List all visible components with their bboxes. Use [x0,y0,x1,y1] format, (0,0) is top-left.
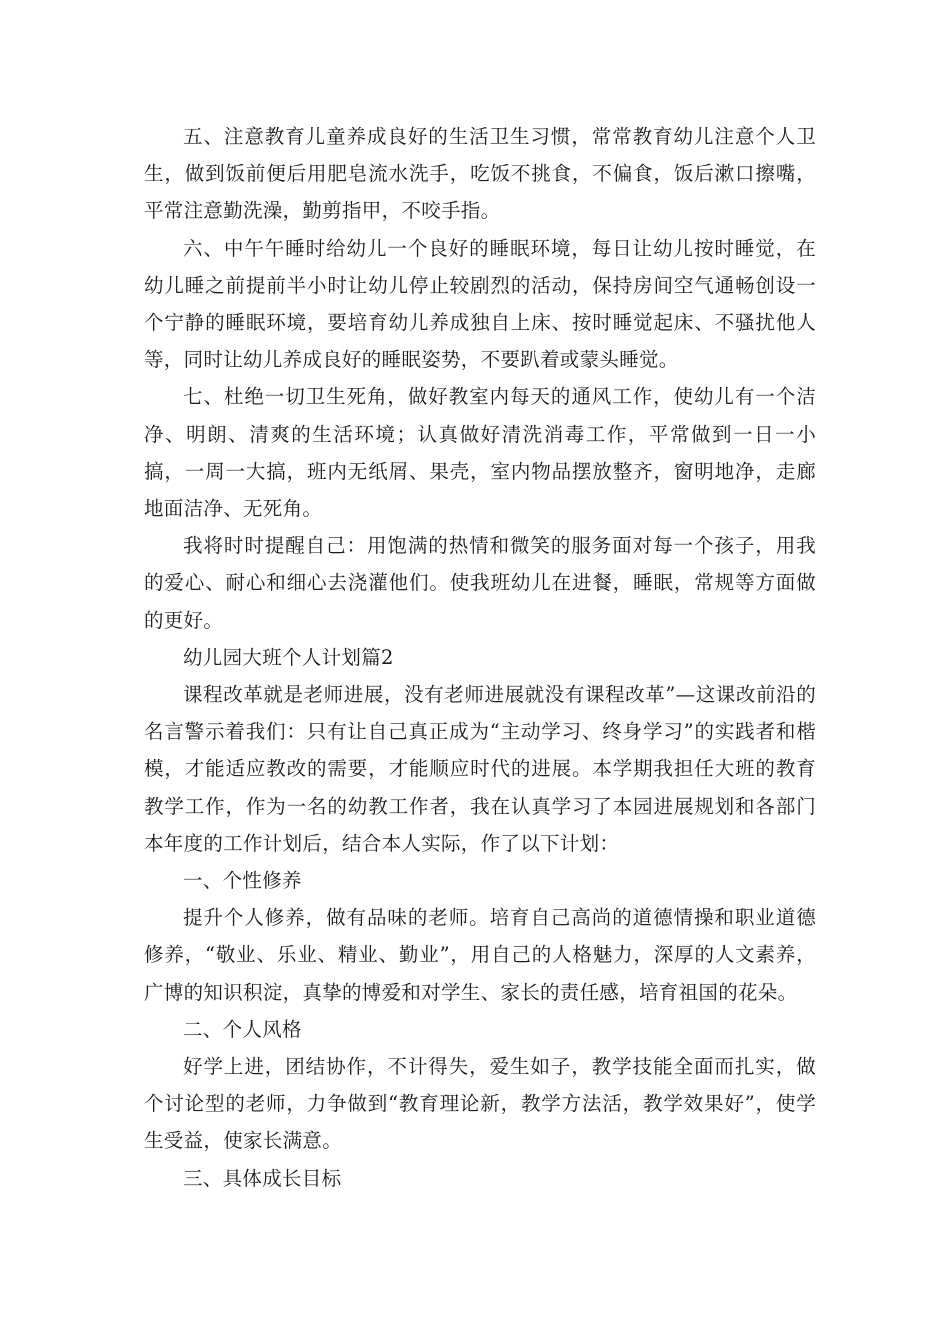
paragraph-cleaning: 七、杜绝一切卫生死角，做好教室内每天的通风工作，使幼儿有一个洁净、明朗、清爽的生活环境；认真做好清洗消毒工作，平常做到一日一小搞，一周一大搞，班内无纸屑、果壳，室内物品摆放整齐，窗明地净，走廊地面洁净、无死角。 [144,385,816,521]
heading-growth-goals: 三、具体成长目标 [183,1166,342,1190]
paragraph-reminder: 我将时时提醒自己：用饱满的热情和微笑的服务面对每一个孩子，用我的爱心、耐心和细心去浇灌他们。使我班幼儿在进餐，睡眠，常规等方面做的更好。 [144,534,816,632]
paragraph-hygiene-habits: 五、注意教育儿童养成良好的生活卫生习惯，常常教育幼儿注意个人卫生，做到饭前便后用肥皂流水洗手，吃饭不挑食，不偏食，饭后漱口擦嘴，平常注意勤洗澡，勤剪指甲，不咬手指。 [144,125,816,223]
document-body [144,118,816,1197]
paragraph-nap-environment: 六、中午午睡时给幼儿一个良好的睡眠环境，每日让幼儿按时睡觉，在幼儿睡之前提前半小时让幼儿停止较剧烈的活动，保持房间空气通畅创设一个宁静的睡眠环境，要培育幼儿养成独自上床、按时睡觉起床、不骚扰他人等，同时让幼儿养成良好的睡眠姿势，不要趴着或蒙头睡觉。 [144,236,816,372]
paragraph-personal-style: 好学上进，团结协作，不计得失，爱生如子，教学技能全面而扎实，做个讨论型的老师，力争做到“教育理论新，教学方法活，教学效果好”，使学生受益，使家长满意。 [144,1055,816,1153]
paragraph-personal-cultivation: 提升个人修养，做有品味的老师。培育自己高尚的道德情操和职业道德修养，“敬业、乐业、精业、勤业”，用自己的人格魅力，深厚的人文素养，广博的知识积淀，真挚的博爱和对学生、家长的责任感，培育祖国的花朵。 [144,906,816,1004]
paragraph-curriculum-reform: 课程改革就是老师进展，没有老师进展就没有课程改革”—这课改前沿的名言警示着我们：只有让自己真正成为“主动学习、终身学习”的实践者和楷模，才能适应教改的需要，才能顺应时代的进展。本学期我担任大班的教育教学工作，作为一名的幼教工作者，我在认真学习了本园进展规划和各部门本年度的工作计划后，结合本人实际，作了以下计划： [144,683,816,855]
heading-personal-style: 二、个人风格 [183,1017,302,1041]
heading-personal-cultivation: 一、个性修养 [183,869,302,893]
section-title-plan-2: 幼儿园大班个人计划篇2 [183,645,394,669]
